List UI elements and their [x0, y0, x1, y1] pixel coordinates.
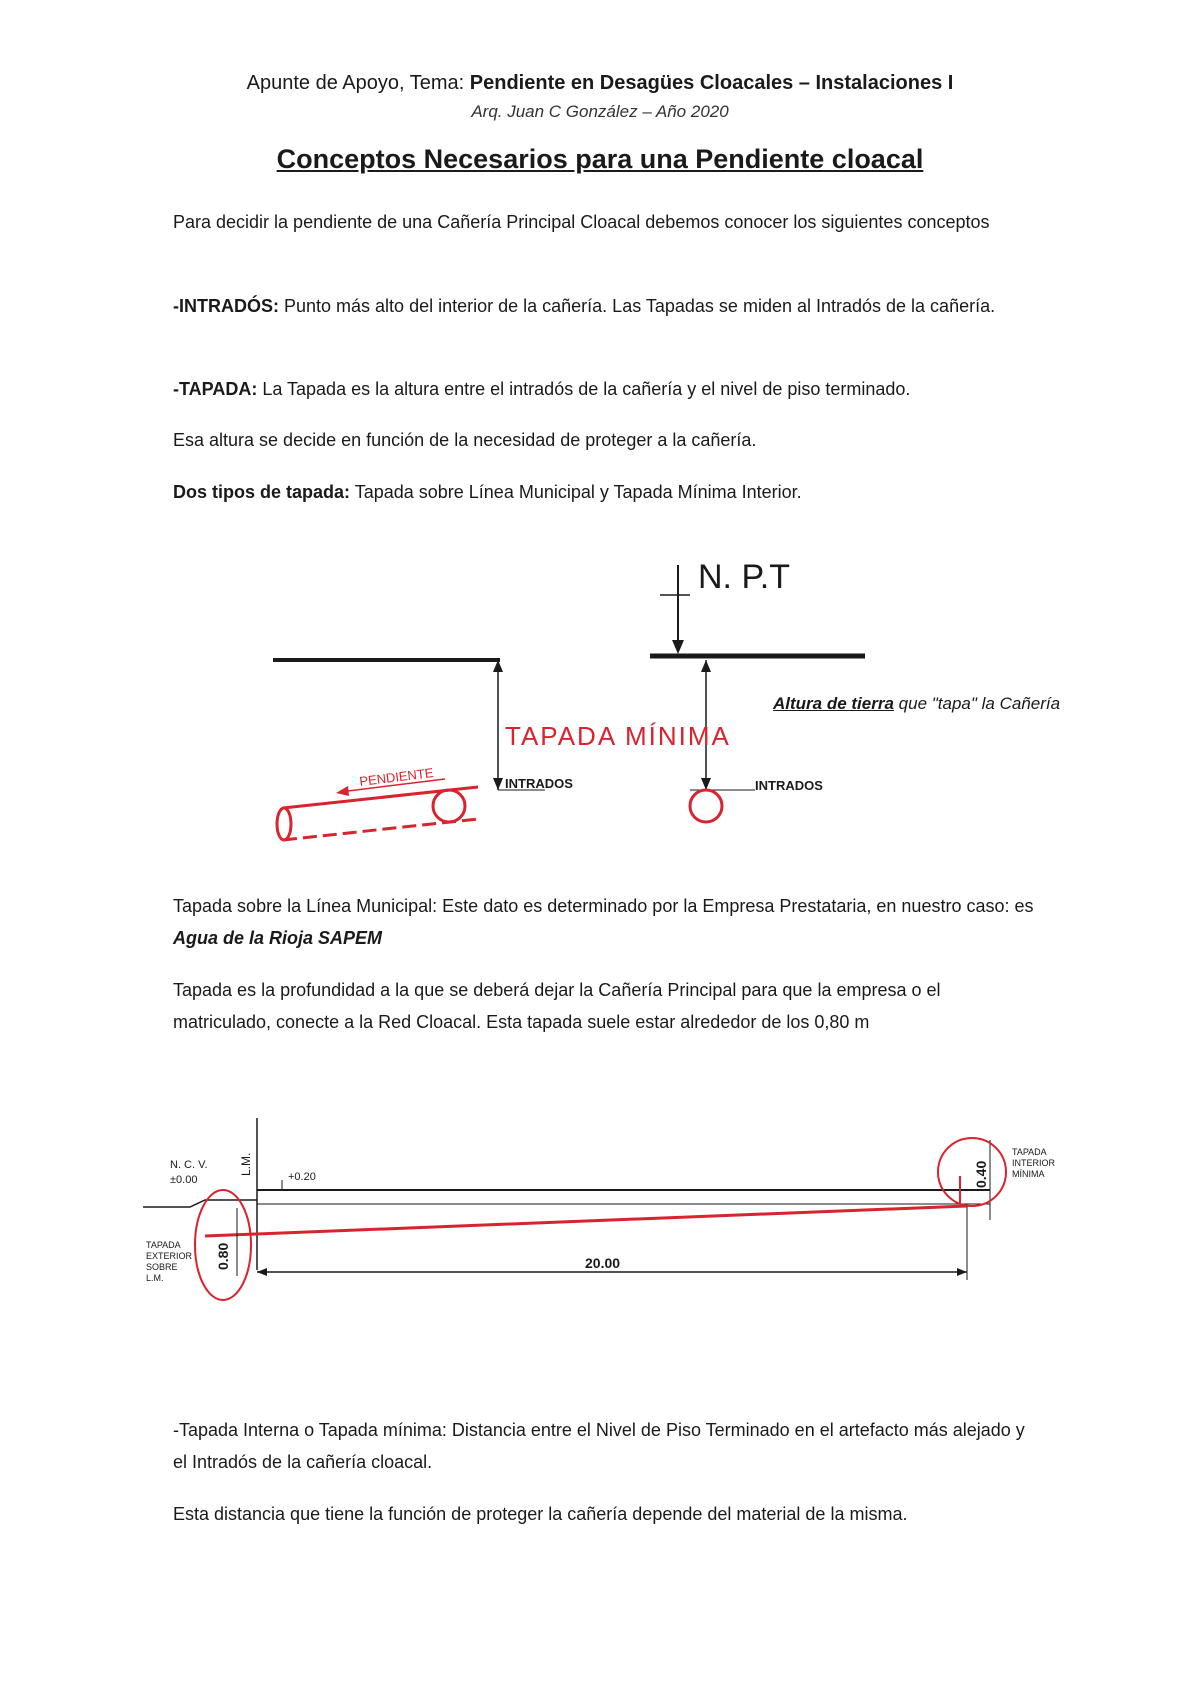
- npt-arrow-icon: [672, 640, 684, 654]
- left-dim-bottom-arrow-icon: [493, 778, 503, 790]
- pipe-section-left: [433, 790, 465, 822]
- right-highlight-circle: [938, 1138, 1006, 1206]
- dos-tipos-text: Tapada sobre Línea Municipal y Tapada Mínima Interior.: [350, 482, 802, 502]
- right-note-3: MÍNIMA: [1012, 1169, 1045, 1179]
- linea-municipal-emphasis: Agua de la Rioja SAPEM: [173, 928, 383, 948]
- altura-annotation-underlined: Altura de tierra: [773, 694, 894, 713]
- tapada-text: La Tapada es la altura entre el intradós de la cañería y el nivel de piso terminado.: [257, 379, 911, 399]
- plus-label: +0.20: [288, 1171, 316, 1183]
- distancia-paragraph: Esta distancia que tiene la función de proteger la cañería depende del material de la misma.: [173, 1504, 908, 1524]
- left-note-2: EXTERIOR: [146, 1251, 193, 1261]
- tapada-minima-label: TAPADA MÍNIMA: [505, 721, 731, 751]
- pipe-slope-line: [205, 1206, 967, 1236]
- ncv-value: ±0.00: [170, 1174, 198, 1186]
- header-topic: Pendiente en Desagües Cloacales – Instalaciones I: [469, 72, 954, 94]
- left-note-4: L.M.: [146, 1273, 164, 1283]
- right-dim-top-arrow-icon: [701, 660, 711, 672]
- length-right-arrow-icon: [957, 1268, 967, 1276]
- header-author: Arq. Juan C González – Año 2020: [471, 102, 729, 121]
- pendiente-arrow-icon: [336, 786, 349, 796]
- altura-annotation-rest: que "tapa" la Cañería: [893, 694, 1061, 713]
- npt-label: N. P.T: [698, 558, 790, 596]
- intrados-text: Punto más alto del interior de la cañería. Las Tapadas se miden al Intradós de la cañería.: [279, 296, 996, 316]
- intrados-right-label: INTRADOS: [755, 778, 823, 793]
- document-title: Conceptos Necesarios para una Pendiente cloacal: [276, 144, 924, 174]
- right-depth-label: 0.40: [973, 1160, 989, 1188]
- length-left-arrow-icon: [257, 1268, 267, 1276]
- altura-annotation: [773, 694, 1060, 714]
- tapada-lm-diagram: [143, 1118, 1056, 1300]
- pendiente-label: PENDIENTE: [358, 765, 435, 789]
- profundidad-paragraph: Tapada es la profundidad a la que se deberá dejar la Cañería Principal para que la empresa o el matriculado, conecte a la Red Cloacal. Esta tapada suele estar alrededor de los 0,80 m: [173, 980, 941, 1032]
- pipe-end: [277, 808, 291, 840]
- left-depth-label: 0.80: [215, 1242, 231, 1270]
- left-note-1: TAPADA: [146, 1240, 181, 1250]
- tapada-label: -TAPADA:: [173, 379, 258, 399]
- lm-label: L.M.: [239, 1152, 253, 1176]
- linea-municipal-text: Tapada sobre la Línea Municipal: Este dato es determinado por la Empresa Prestataria, en nuestro caso: es: [173, 896, 1034, 916]
- intro-paragraph: Para decidir la pendiente de una Cañería Principal Cloacal debemos conocer los siguientes conceptos: [173, 212, 990, 232]
- pipe-section-right: [690, 790, 722, 822]
- intrados-label: -INTRADÓS:: [173, 296, 279, 316]
- left-note-3: SOBRE: [146, 1262, 178, 1272]
- header-prefix: Apunte de Apoyo, Tema:: [246, 72, 470, 94]
- altura-paragraph: Esa altura se decide en función de la necesidad de proteger a la cañería.: [173, 430, 757, 450]
- length-label: 20.00: [585, 1255, 621, 1271]
- linea-municipal-paragraph: [173, 890, 1043, 954]
- right-dim-bottom-arrow-icon: [701, 778, 711, 790]
- dos-tipos-label: Dos tipos de tapada:: [173, 482, 351, 502]
- intrados-left-label: INTRADOS: [505, 776, 573, 791]
- ncv-label: N. C. V.: [170, 1159, 208, 1171]
- right-note-2: INTERIOR: [1012, 1158, 1056, 1168]
- right-note-1: TAPADA: [1012, 1147, 1047, 1157]
- interna-paragraph: -Tapada Interna o Tapada mínima: Distancia entre el Nivel de Piso Terminado en el artefacto más alejado y el Intradós de la cañería cloacal.: [173, 1420, 1025, 1472]
